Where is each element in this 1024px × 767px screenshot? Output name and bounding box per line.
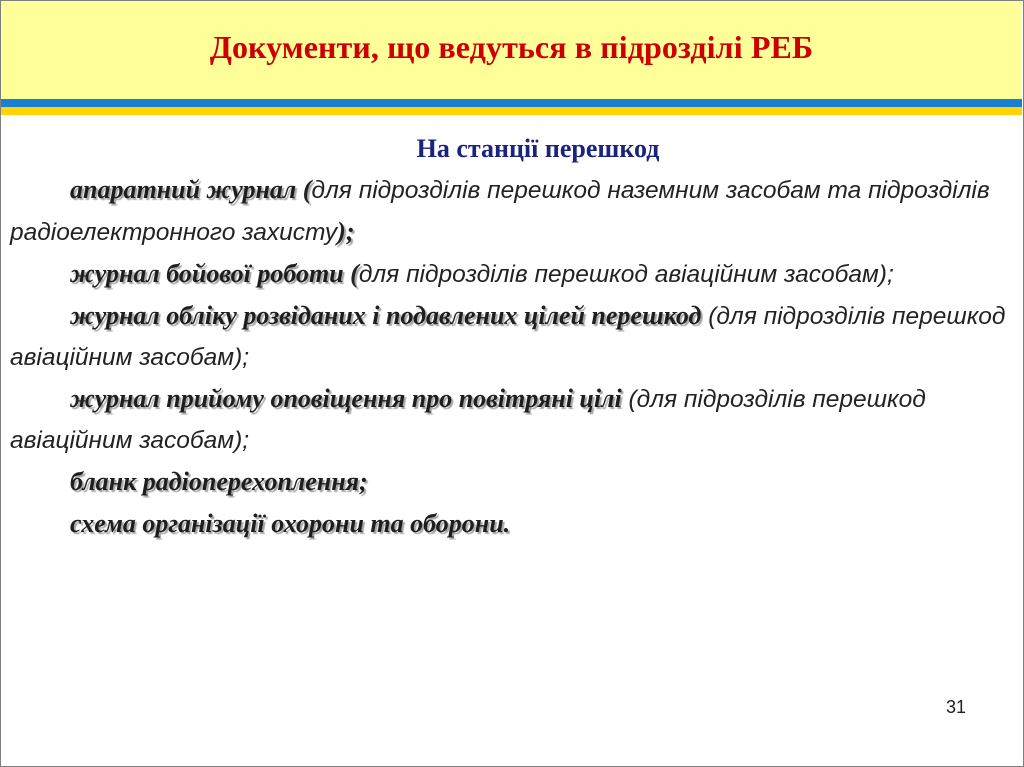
document-term: журнал прийому оповіщення про повітряні цілі [70, 384, 622, 413]
slide-body [10, 128, 1010, 545]
list-item: апаратний журнал (для підрозділів перешкод наземним засобам та підрозділів радіоелектронного захисту); [10, 175, 990, 246]
slide-title: Документи, що ведуться в підрозділі РЕБ [209, 29, 814, 65]
list-item [10, 461, 1010, 503]
document-description: (для підрозділів перешкод авіаційним засобам); [10, 386, 926, 454]
list-item [10, 295, 1010, 378]
document-term: бланк радіоперехоплення; [70, 467, 368, 496]
page-number: 31 [945, 697, 967, 717]
list-item [10, 378, 1010, 461]
document-term: апаратний журнал [70, 175, 297, 204]
title-bar [1, 1, 1022, 99]
document-term: журнал бойової роботи [70, 259, 344, 288]
document-term: схема організації охорони та оборони. [70, 509, 511, 538]
document-term: журнал обліку розвіданих і подавлених цілей перешкод [70, 301, 702, 330]
list-item: журнал бойової роботи (для підрозділів перешкод авіаційним засобам); [70, 259, 894, 288]
document-description: для підрозділів перешкод наземним засобам та підрозділів радіоелектронного захисту [10, 177, 990, 246]
yellow-stripe [1, 107, 1022, 115]
blue-stripe [1, 99, 1022, 107]
list-item [10, 503, 1010, 545]
document-description: (для підрозділів перешкод авіаційним засобам); [10, 303, 1006, 371]
section-subheading: На станції перешкод [416, 134, 660, 163]
document-description: для підрозділів перешкод авіаційним засобам); [358, 261, 894, 288]
